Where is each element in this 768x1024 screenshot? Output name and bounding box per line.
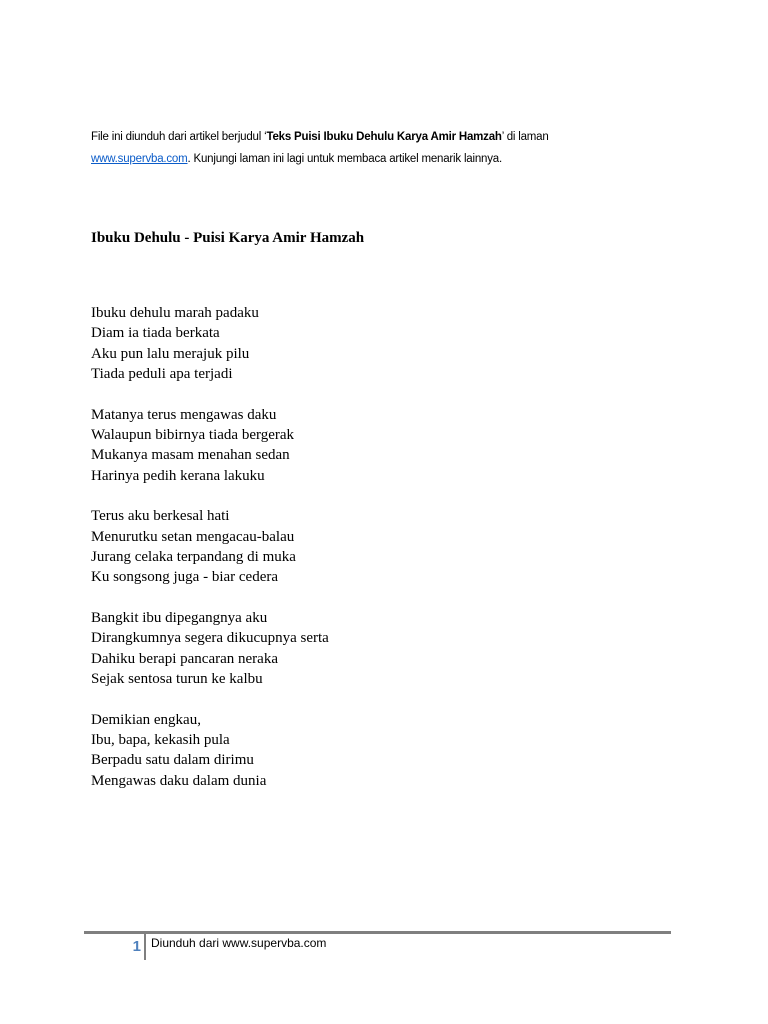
poem-line: Berpadu satu dalam dirimu: [91, 752, 254, 769]
poem-line: Bangkit ibu dipegangnya aku: [91, 609, 268, 626]
poem-line: Jurang celaka terpandang di muka: [91, 549, 296, 566]
article-title: Teks Puisi Ibuku Dehulu Karya Amir Hamzah: [266, 131, 502, 143]
poem-line: Harinya pedih kerana lakuku: [91, 467, 265, 484]
poem-body: [91, 303, 329, 811]
site-link[interactable]: www.supervba.com: [91, 153, 188, 165]
poem-line: Mukanya masam menahan sedan: [91, 447, 290, 464]
stanza: [91, 608, 329, 690]
poem-line: Demikian engkau,: [91, 711, 201, 728]
poem-line: Aku pun lalu merajuk pilu: [91, 345, 250, 362]
footer-text: Diunduh dari www.supervba.com: [151, 936, 327, 950]
stanza: [91, 405, 329, 487]
poem-title: Ibuku Dehulu - Puisi Karya Amir Hamzah: [91, 230, 365, 246]
poem-line: Diam ia tiada berkata: [91, 325, 220, 342]
poem-line: Sejak sentosa turun ke kalbu: [91, 671, 263, 688]
poem-line: Ku songsong juga - biar cedera: [91, 569, 279, 586]
poem-line: Mengawas daku dalam dunia: [91, 772, 267, 789]
poem-line: Walaupun bibirnya tiada bergerak: [91, 427, 295, 444]
footer-divider: [84, 931, 671, 934]
notice-prefix: File ini diunduh dari artikel berjudul ‘: [91, 131, 267, 143]
poem-line: Dirangkumnya segera dikucupnya serta: [91, 630, 329, 647]
poem-line: Tiada peduli apa terjadi: [91, 366, 233, 383]
stanza: [91, 710, 329, 792]
poem-line: Menurutku setan mengacau-balau: [91, 528, 295, 545]
stanza: [91, 506, 329, 588]
page-number: 1: [132, 938, 141, 955]
poem-line: Terus aku berkesal hati: [91, 508, 230, 525]
poem-line: Dahiku berapi pancaran neraka: [91, 650, 278, 667]
notice-suffix: ’ di laman: [501, 131, 549, 143]
notice-after-link: . Kunjungi laman ini lagi untuk membaca artikel menarik lainnya.: [187, 153, 502, 165]
download-notice: [91, 126, 691, 170]
poem-line: Matanya terus mengawas daku: [91, 406, 277, 423]
footer-vertical-divider: [144, 934, 146, 960]
stanza: [91, 303, 329, 385]
poem-line: Ibu, bapa, kekasih pula: [91, 731, 230, 748]
poem-line: Ibuku dehulu marah padaku: [91, 305, 259, 321]
